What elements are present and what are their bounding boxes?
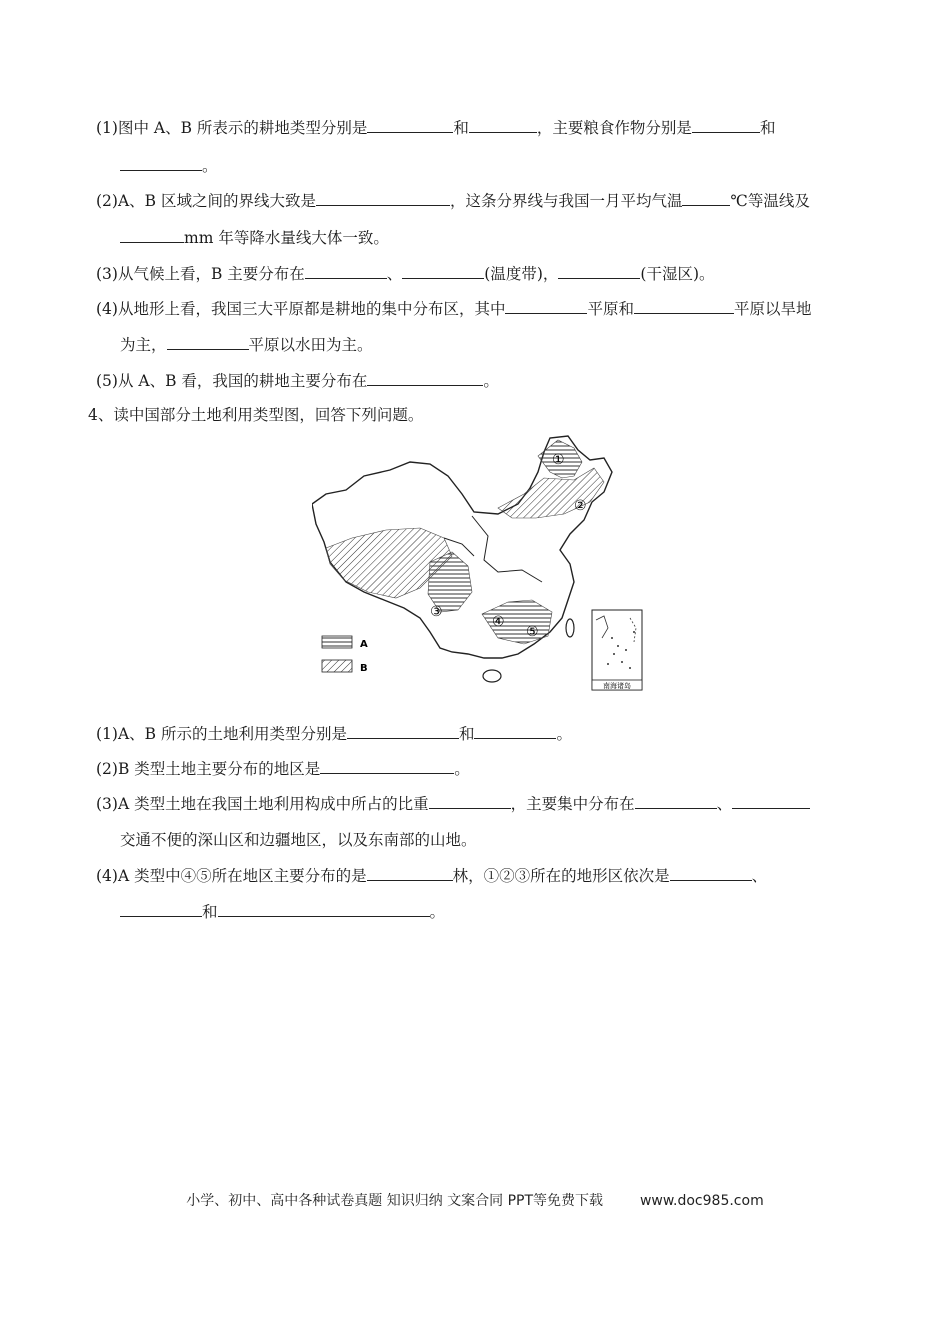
- q3-sub5: (5)从 A、B 看，我国的耕地主要分布在 。: [96, 372, 499, 390]
- legend-swatch-b: [322, 660, 352, 672]
- answer-blank[interactable]: [469, 117, 537, 133]
- marker-1: ①: [552, 452, 565, 468]
- footer-text: 小学、初中、高中各种试卷真题 知识归纳 文案合同 PPT等免费下载: [186, 1193, 604, 1209]
- answer-blank[interactable]: [367, 117, 453, 133]
- q4-sub2: (2)B 类型土地主要分布的地区是 。: [96, 760, 470, 778]
- answer-blank[interactable]: [367, 865, 453, 881]
- hainan-island: [483, 670, 501, 682]
- answer-blank[interactable]: [692, 117, 760, 133]
- answer-blank[interactable]: [316, 190, 450, 206]
- q3-sub4-line2: 为主， 平原以水田为主。: [120, 336, 373, 354]
- china-land-use-map: [312, 432, 644, 694]
- q4-sub3-line2: 交通不便的深山区和边疆地区，以及东南部的山地。: [120, 831, 477, 849]
- q3-sub2-line2: mm 年等降水量线大体一致。: [120, 227, 389, 248]
- answer-blank[interactable]: [635, 793, 717, 809]
- answer-blank[interactable]: [305, 263, 387, 279]
- marker-2: ②: [574, 498, 587, 514]
- answer-blank[interactable]: [402, 263, 484, 279]
- answer-blank[interactable]: [367, 370, 483, 386]
- answer-blank[interactable]: [634, 298, 734, 314]
- answer-blank[interactable]: [505, 298, 587, 314]
- map-svg: [312, 432, 644, 694]
- q3-sub4-line1: (4)从地形上看，我国三大平原都是耕地的集中分布区，其中 平原和 平原以旱地: [96, 300, 812, 318]
- answer-blank[interactable]: [558, 263, 640, 279]
- answer-blank[interactable]: [682, 190, 730, 206]
- answer-blank[interactable]: [474, 723, 556, 739]
- answer-blank[interactable]: [120, 155, 202, 171]
- q4-sub3-line1: (3)A 类型土地在我国土地利用构成中所占的比重 ，主要集中分布在 、: [96, 793, 810, 814]
- answer-blank[interactable]: [670, 865, 752, 881]
- marker-3: ③: [430, 604, 443, 620]
- footer-url[interactable]: www.doc985.com: [639, 1193, 764, 1209]
- answer-blank[interactable]: [167, 334, 249, 350]
- page-footer: [0, 1190, 950, 1210]
- legend-swatch-a: [322, 636, 352, 648]
- answer-blank[interactable]: [218, 901, 430, 917]
- q4-sub4-line1: (4)A 类型中④⑤所在地区主要分布的是 林，①②③所在的地形区依次是 、: [96, 867, 768, 885]
- answer-blank[interactable]: [347, 723, 459, 739]
- legend-label-a: A: [360, 639, 368, 650]
- answer-blank[interactable]: [429, 793, 511, 809]
- q3-sub2-line1: (2)A、B 区域之间的界线大致是 ，这条分界线与我国一月平均气温 ℃等温线及: [96, 192, 810, 210]
- q4-title: 4、读中国部分土地利用类型图，回答下列问题。: [88, 406, 424, 424]
- q4-sub1: (1)A、B 所示的土地利用类型分别是 和 。: [96, 725, 572, 743]
- q3-sub1-line2: 。: [120, 155, 218, 176]
- answer-blank[interactable]: [120, 227, 184, 243]
- south-china-sea-inset: [592, 610, 642, 690]
- answer-blank[interactable]: [320, 758, 454, 774]
- marker-5: ⑤: [526, 624, 539, 640]
- q3-sub1-line1: (1)图中 A、B 所表示的耕地类型分别是 和 ，主要粮食作物分别是 和: [96, 119, 776, 137]
- legend-label-b: B: [360, 663, 368, 674]
- answer-blank[interactable]: [120, 901, 202, 917]
- q4-sub4-line2: 和 。: [120, 901, 445, 922]
- inset-label: 南海诸岛: [603, 682, 631, 690]
- q3-sub3: (3)从气候上看，B 主要分布在 、 (温度带)， (干湿区)。: [96, 265, 715, 283]
- answer-blank[interactable]: [732, 793, 810, 809]
- taiwan-island: [566, 619, 574, 637]
- marker-4: ④: [492, 614, 505, 630]
